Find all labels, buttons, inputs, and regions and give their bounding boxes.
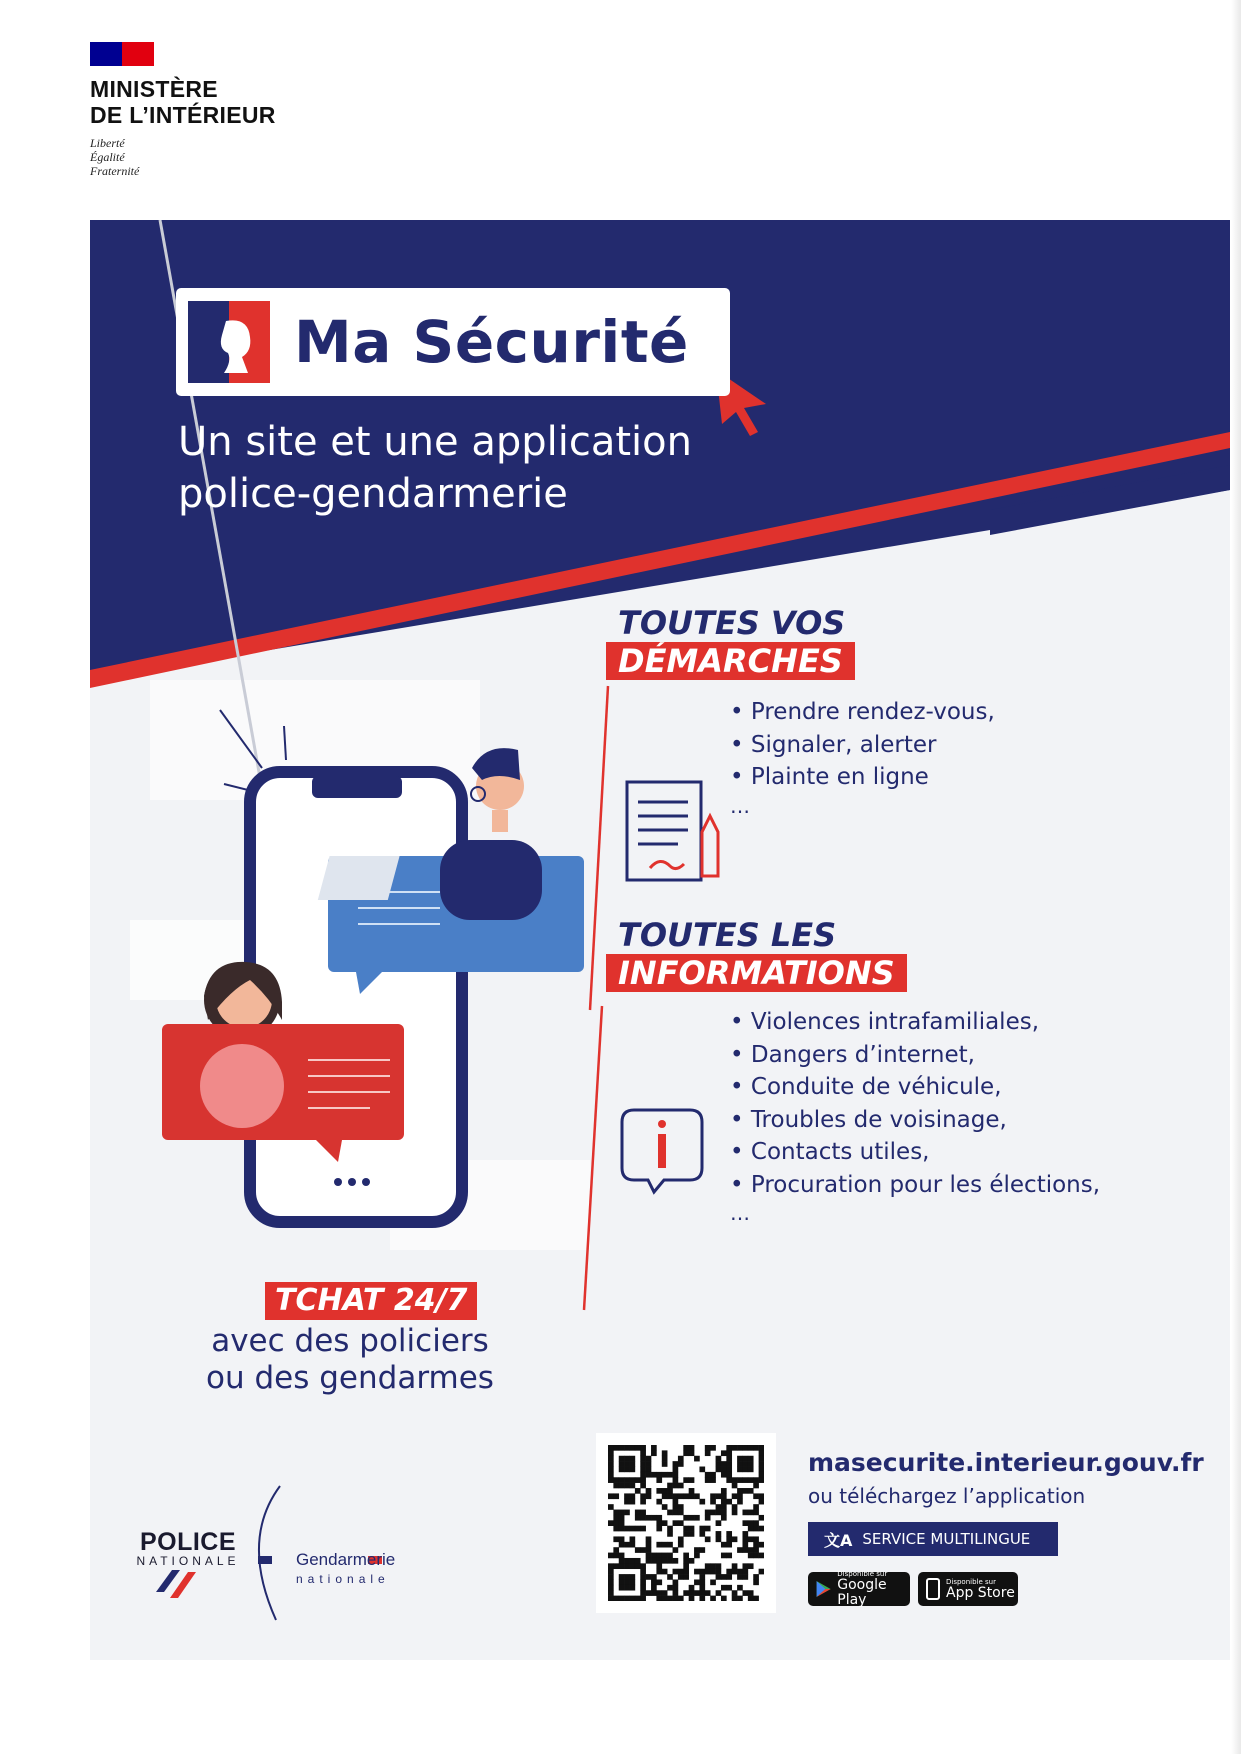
list-item: • Contacts utiles, — [730, 1136, 1100, 1169]
section-informations-heading: TOUTES LES INFORMATIONS — [618, 916, 907, 992]
ministry-flag-logo — [90, 42, 154, 66]
list-item: • Procuration pour les élections, — [730, 1169, 1100, 1202]
republic-motto: Liberté Égalité Fraternité — [90, 136, 140, 178]
tchat-badge: TCHAT 24/7 — [265, 1282, 477, 1320]
list-item: • Troubles de voisinage, — [730, 1104, 1100, 1137]
marianne-logo — [188, 301, 270, 383]
gendarmerie-logo-subtitle: nationale — [296, 1572, 390, 1586]
smartphone-illustration — [250, 772, 462, 1222]
list-more: … — [730, 793, 750, 818]
qr-code[interactable] — [596, 1433, 776, 1613]
gendarmerie-logo-title: Gendarmerie — [296, 1550, 396, 1569]
list-item: • Prendre rendez-vous, — [730, 696, 995, 729]
police-nationale-logo-mark — [156, 1570, 196, 1598]
google-play-icon — [814, 1578, 833, 1600]
informations-list — [730, 1006, 1100, 1223]
police-nationale-logo: POLICE NATIONALE — [136, 1528, 240, 1568]
section-separator — [584, 1006, 602, 1310]
google-play-badge[interactable]: Disponible sur Google Play — [808, 1572, 910, 1606]
app-title: Ma Sécurité — [294, 308, 689, 376]
gendarmerie-flag-blue — [258, 1556, 272, 1564]
translate-icon: 文A — [824, 1530, 853, 1550]
list-item: • Conduite de véhicule, — [730, 1071, 1100, 1104]
hero-subtitle: Un site et une application police-gendarmerie — [178, 419, 692, 517]
tchat-description: avec des policiers ou des gendarmes — [206, 1323, 494, 1396]
list-item: • Violences intrafamiliales, — [730, 1006, 1100, 1039]
website-link[interactable]: masecurite.interieur.gouv.fr — [808, 1448, 1204, 1477]
qr-code-pattern — [608, 1445, 764, 1601]
list-item: • Plainte en ligne — [730, 761, 995, 794]
poster — [90, 220, 1230, 1660]
ministry-name: MINISTÈRE DE L’INTÉRIEUR — [90, 76, 276, 128]
app-store-badge[interactable]: Disponible sur App Store — [918, 1572, 1018, 1606]
page-edge-shadow — [1231, 0, 1241, 1754]
phone-icon — [924, 1578, 942, 1600]
gendarmerie-arc — [259, 1486, 280, 1620]
ministry-header — [90, 42, 276, 178]
download-text: ou téléchargez l’application — [808, 1484, 1086, 1508]
multilingual-service-button[interactable]: 文A SERVICE MULTILINGUE — [808, 1522, 1058, 1556]
list-more: … — [730, 1201, 750, 1225]
info-bubble-icon — [622, 1110, 702, 1192]
list-item: • Dangers d’internet, — [730, 1039, 1100, 1072]
list-item: • Signaler, alerter — [730, 729, 995, 762]
section-demarches-heading: TOUTES VOS DÉMARCHES — [618, 604, 855, 680]
demarches-list — [730, 696, 995, 816]
document-pen-icon — [627, 782, 718, 880]
ma-securite-title-box — [176, 288, 730, 396]
